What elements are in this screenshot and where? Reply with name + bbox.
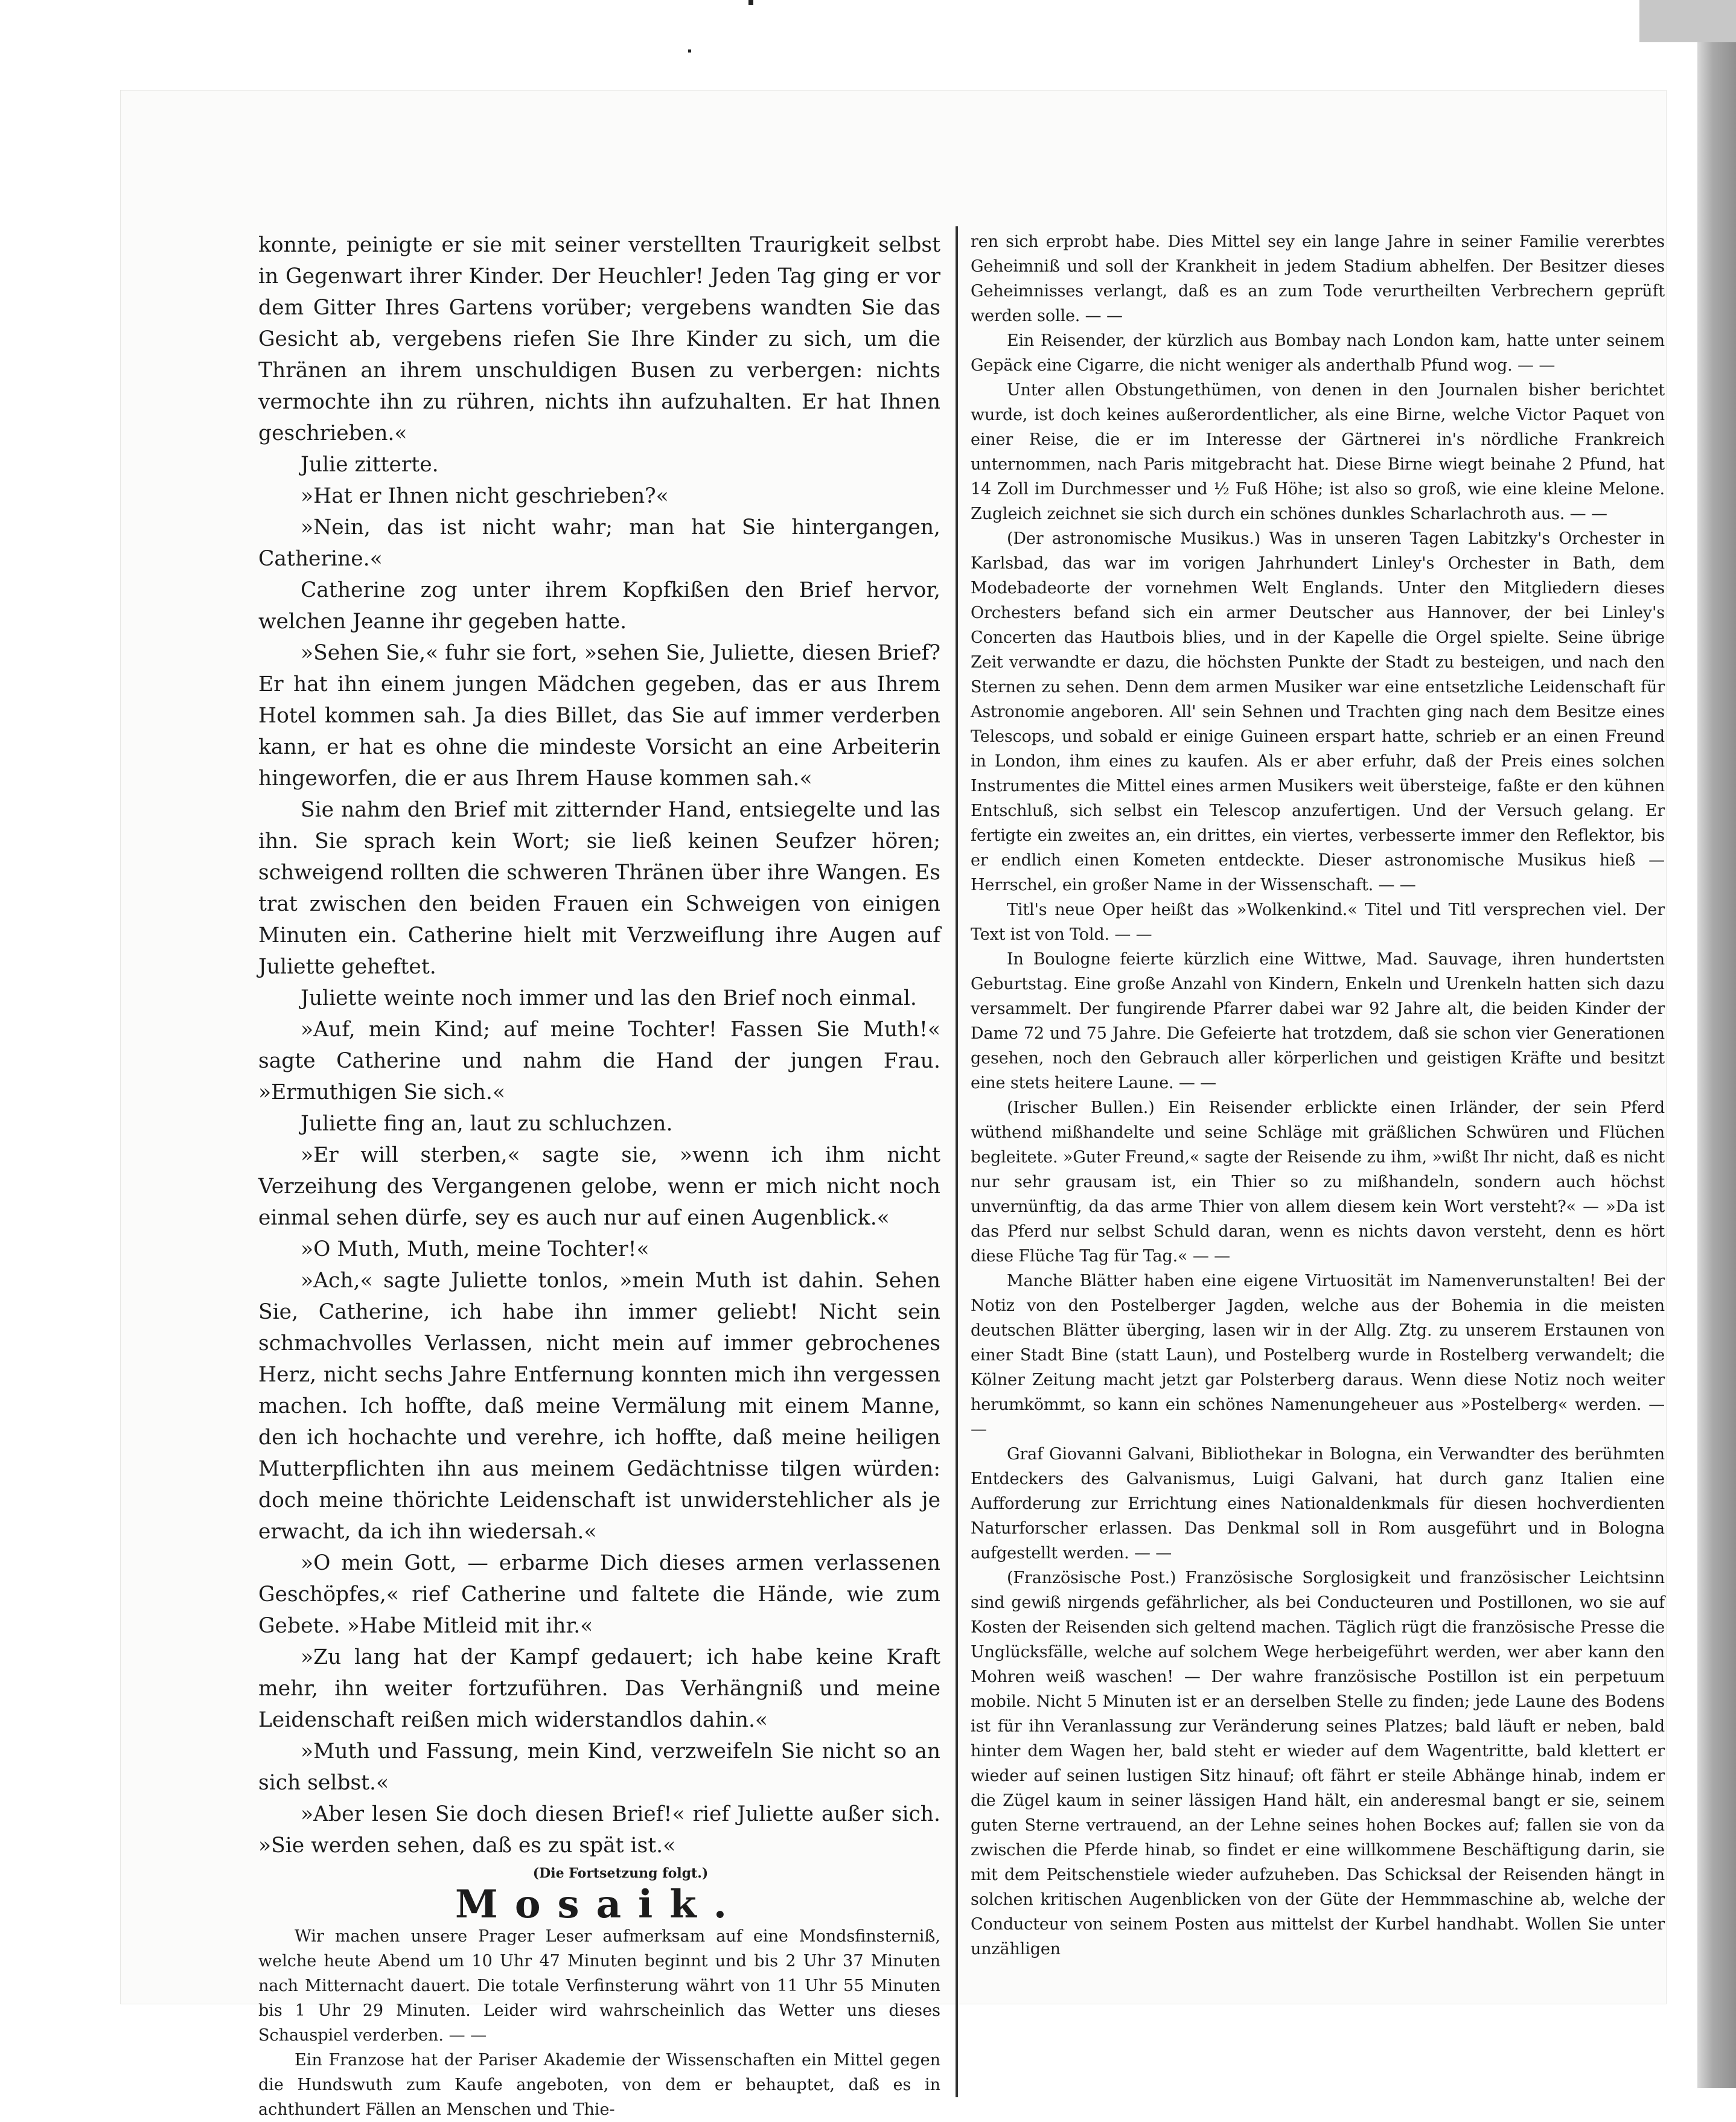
paragraph: Graf Giovanni Galvani, Bibliothekar in Bologna, ein Verwandter des berühmten Entdeckers des Galvanismus, Luigi Galvani, hat durch ganz Italien eine Aufforderung zur Errichtung eines Nationaldenkmals für diesen hochverdienten Naturforscher erlassen. Das Denkmal soll in Rom ausgeführt und in Bologna aufgestellt werden. — — [971,1445,1665,1563]
paragraph: »Zu lang hat der Kampf gedauert; ich habe keine Kraft mehr, ihn weiter fortzuführen. Das Verhängniß und meine Leidenschaft reißen mich widerstandlos dahin.« [258,1645,940,1732]
paragraph: »Aber lesen Sie doch diesen Brief!« rief Juliette außer sich. »Sie werden sehen, daß es zu spät ist.« [258,1802,940,1858]
paragraph: In Boulogne feierte kürzlich eine Wittwe, Mad. Sauvage, ihren hundertsten Geburtstag. Eine große Anzahl von Kindern, Enkeln und Urenkeln hatten sich dazu versammelt. Der fungirende Pfarrer dabei war 92 Jahre alt, die beiden Kinder der Dame 72 und 75 Jahre. Die Gefeierte hat trotzdem, daß sie schon vier Generationen gesehen, noch den Gebrauch aller körperlichen und geistigen Kräfte und besitzt eine stets heitere Laune. — — [971,950,1665,1092]
paragraph: »Sehen Sie,« fuhr sie fort, »sehen Sie, Juliette, diesen Brief? Er hat ihn einem jungen Mädchen gegeben, das er aus Ihrem Hotel kommen sah. Ja dies Billet, das Sie auf immer verderben kann, er hat es ohne die mindeste Vorsicht an eine Arbeiterin hingeworfen, die er aus Ihrem Hause kommen sah.« [258,641,940,791]
newspaper-page [121,91,1666,2119]
paragraph: »Ach,« sagte Juliette tonlos, »mein Muth ist dahin. Sehen Sie, Catherine, ich habe ihn immer geliebt! Nicht sein schmachvolles Verlassen, nicht mein auf immer gebrochenes Herz, nicht sechs Jahre Entfernung konnten mich ihn vergessen machen. Ich hoffte, daß meine Vermälung mit einem Manne, den ich hochachte und verehre, ich hoffte, daß meine heiligen Mutterpflichten ihn aus meinem Gedächtnisse tilgen würden: doch meine thörichte Leidenschaft ist unwiderstehlicher als je erwacht, da ich ihn wiedersah.« [258,1269,940,1544]
paragraph: »Muth und Fassung, mein Kind, verzweifeln Sie nicht so an sich selbst.« [258,1739,940,1795]
left-column [258,229,940,2119]
speck [688,49,691,53]
paragraph: »O Muth, Muth, meine Tochter!« [301,1237,649,1261]
speck [748,0,753,5]
paragraph: (Irischer Bullen.) Ein Reisender erblickte einen Irländer, der sein Pferd wüthend mißhandelte und seine Schläge mit gräßlichen Schwüren und Flüchen begleitete. »Guter Freund,« sagte der Reisende zu ihm, »wißt Ihr nicht, daß es nicht nur sehr grausam ist, ein Thier so zu mißhandeln, sondern auch höchst unvernünftig, da das arme Thier von allem diesem kein Wort versteht?« — »Da ist das Pferd nur selbst Schuld daran, wenn es nichts davon versteht, denn es hört diese Flüche Tag für Tag.« — — [971,1098,1665,1266]
paragraph: Titl's neue Oper heißt das »Wolkenkind.« Titel und Titl versprechen viel. Der Text ist von Told. — — [971,900,1665,944]
paragraph: »Hat er Ihnen nicht geschrieben?« [301,484,669,508]
paragraph: »Auf, mein Kind; auf meine Tochter! Fassen Sie Muth!« sagte Catherine und nahm die Hand der jungen Frau. »Ermuthigen Sie sich.« [258,1018,940,1104]
paragraph: Sie nahm den Brief mit zitternder Hand, entsiegelte und las ihn. Sie sprach kein Wort; sie ließ keinen Seufzer hören; schweigend rollten die schweren Thränen über ihre Wangen. Es trat zwischen den beiden Frauen ein Schweigen von einigen Minuten ein. Catherine hielt mit Verzweiflung ihre Augen auf Juliette geheftet. [258,798,940,979]
paragraph: (Der astronomische Musikus.) Was in unseren Tagen Labitzky's Orchester in Karlsbad, das war im vorigen Jahrhundert Linley's Orchester in Bath, dem Modebadeorte der vornehmen Welt Englands. Unter den Mitgliedern dieses Orchesters befand sich ein armer Deutscher aus Hannover, der bei Linley's Concerten das Hautbois blies, und in der Kapelle die Orgel spielte. Seine übrige Zeit verwandte er dazu, die höchsten Punkte der Stadt zu besteigen, und nach den Sternen zu sehen. Denn dem armen Musiker war eine entsetzliche Leidenschaft für Astronomie angeboren. All' sein Sehnen und Trachten ging nach dem Besitze eines Telescops, und sobald er einige Guineen erspart hatte, schrieb er an einen Freund in London, ihm eines zu kaufen. Als er aber erfuhr, daß der Preis eines solchen Instrumentes die Mittel eines armen Musikers weit übersteige, faßte er den kühnen Entschluß, sich selbst ein Telescop anzufertigen. Und der Versuch gelang. Er fertigte ein zweites an, ein drittes, ein viertes, verbesserte immer den Reflektor, bis er endlich einen Kometen entdeckte. Dieser astronomische Musikus hieß — Herrschel, ein großer Name in der Wissenschaft. — — [971,529,1665,894]
paragraph: Juliette weinte noch immer und las den Brief noch einmal. [301,986,917,1010]
paragraph: Catherine zog unter ihrem Kopfkißen den Brief hervor, welchen Jeanne ihr gegeben hatte. [258,578,940,634]
paragraph: »O mein Gott, — erbarme Dich dieses armen verlassenen Geschöpfes,« rief Catherine und faltete die Hände, wie zum Gebete. »Habe Mitleid mit ihr.« [258,1551,940,1638]
paragraph: Wir machen unsere Prager Leser aufmerksam auf eine Mondsfinsterniß, welche heute Abend um 10 Uhr 47 Minuten beginnt und bis 2 Uhr 37 Minuten nach Mitternacht dauert. Die totale Verfinsterung währt von 11 Uhr 55 Minuten bis 1 Uhr 29 Minuten. Leider wird wahrscheinlich das Wetter uns dieses Schauspiel verderben. — — [258,1927,940,2045]
paragraph: (Französische Post.) Französische Sorglosigkeit und französischer Leichtsinn sind gewiß nirgends gefährlicher, als bei Conducteuren und Postillonen, wo sie auf Kosten der Reisenden sich geltend machen. Täglich rügt die französische Presse die Unglücksfälle, welche auf solchem Wege herbeigeführt werden, wer aber kann den Mohren weiß waschen! — Der wahre französische Postillon ist ein perpetuum mobile. Nicht 5 Minuten ist er an derselben Stelle zu finden; jede Laune des Bodens ist für ihn Veranlassung zur Veränderung seines Platzes; bald läuft er neben, bald hinter dem Wagen her, bald steht er wieder auf dem Wagentritte, bald klettert er wieder auf seinen lustigen Sitz hinauf; oft fährt er steile Abhänge hinab, indem er die Zügel kaum in seiner lässigen Hand hält, ein anderesmal bangt er sie, seinem guten Sterne vertrauend, an der Lehne seines hohen Bockes auf; fallen sie von da zwischen die Pferde hinab, so findet er eine willkommene Beschäftigung darin, sie mit dem Peitschenstiele wieder aufzuheben. Das Schicksal der Reisenden hängt in solchen kritischen Augenblicken von der Güte der Hemmmaschine ab, welche der Conducteur von seinem Posten aus mittelst der Kurbel handhabt. Wollen Sie unter unzähligen [971,1569,1665,1958]
paragraph: Juliette fing an, laut zu schluchzen. [301,1112,673,1136]
paragraph: konnte, peinigte er sie mit seiner verstellten Traurigkeit selbst in Gegenwart ihrer Kinder. Der Heuchler! Jeden Tag ging er vor dem Gitter Ihres Gartens vorüber; vergebens wandten Sie das Gesicht ab, vergebens riefen Sie Ihre Kinder zu sich, um die Thränen an ihrem unschuldigen Busen zu verbergen: nichts vermochte ihn zu rühren, nichts ihn aufzuhalten. Er hat Ihnen geschrieben.« [258,233,940,445]
mosaik-section [258,1924,940,2122]
scan-edge-corner [1639,0,1736,42]
right-column [971,229,1665,2067]
section-heading: Mosaik. [455,1882,744,1927]
scan-edge [1697,0,1736,2088]
column-rule [956,226,958,2097]
paragraph: Unter allen Obstungethümen, von denen in den Journalen bisher berichtet wurde, ist doch keines außerordentlicher, als eine Birne, welche Victor Paquet von einer Reise, die er im Interesse der Gärtnerei in's nördliche Frankreich unternommen, nach Paris mitgebracht hat. Diese Birne wiegt beinahe 2 Pfund, hat 14 Zoll im Durchmesser und ½ Fuß Höhe; ist also so groß, wie eine kleine Melone. Zugleich zeichnet sie sich durch ein schönes dunkles Scharlachroth aus. — — [971,381,1665,523]
paragraph: Manche Blätter haben eine eigene Virtuosität im Namenverunstalten! Bei der Notiz von den Postelberger Jagden, welche aus der Bohemia in die meisten deutschen Blätter überging, lasen wir in der Allg. Ztg. zu unserem Erstaunen von einer Stadt Bine (statt Laun), und Postelberg wurde in Rostelberg verwandelt; die Kölner Zeitung macht jetzt gar Polsterberg daraus. Wenn diese Notiz noch weiter herumkömmt, so kann ein schönes Namenungeheuer aus »Postelberg« werden. — — [971,1272,1665,1439]
paragraph: »Nein, das ist nicht wahr; man hat Sie hintergangen, Catherine.« [258,515,940,571]
paragraph: Ein Franzose hat der Pariser Akademie der Wissenschaften ein Mittel gegen die Hundswuth zum Kaufe angeboten, von dem er behauptet, daß es in achthundert Fällen an Menschen und Thie- [258,2051,940,2119]
paragraph: »Er will sterben,« sagte sie, »wenn ich ihm nicht Verzeihung des Vergangenen gelobe, wenn er mich nicht noch einmal sehen dürfe, sey es auch nur auf einen Augenblick.« [258,1143,940,1230]
paragraph: Julie zitterte. [301,453,439,477]
continuation-note: (Die Fortsetzung folgt.) [532,1866,709,1881]
paragraph: ren sich erprobt habe. Dies Mittel sey ein lange Jahre in seiner Familie vererbtes Geheimniß und soll der Krankheit in jedem Stadium abhelfen. Der Besitzer dieses Geheimnisses verlangt, daß es an zum Tode verurtheilten Verbrechern geprüft werden solle. — — [971,232,1665,325]
paragraph: Ein Reisender, der kürzlich aus Bombay nach London kam, hatte unter seinem Gepäck eine Cigarre, die nicht weniger als anderthalb Pfund wog. — — [971,331,1665,375]
